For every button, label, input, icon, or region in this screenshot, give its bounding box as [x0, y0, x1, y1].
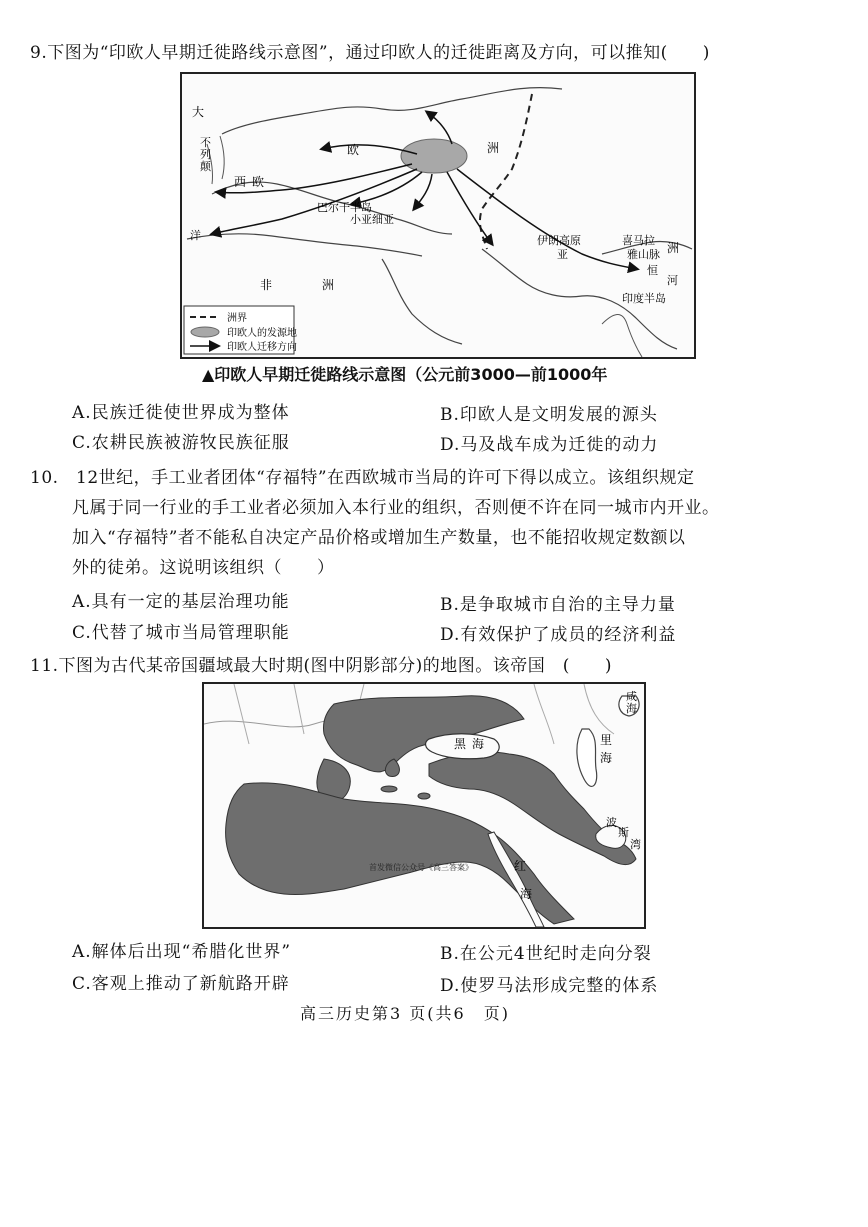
label-bulie-1: 不 — [200, 136, 211, 149]
label-iran-2: 亚 — [557, 248, 568, 261]
label-zhou-africa: 洲 — [322, 278, 335, 292]
label-bosi-1: 波 — [606, 816, 617, 829]
label-xi: 西 — [234, 175, 247, 189]
label-honghai-1: 红 — [514, 859, 527, 873]
label-zhou-east: 洲 — [667, 241, 680, 255]
label-bulie-2: 列 — [200, 148, 211, 161]
q10-option-d: D.有效保护了成员的经济利益 — [440, 625, 677, 645]
label-da: 大 — [192, 105, 205, 119]
label-lihai-1: 里 — [600, 733, 613, 747]
q10-option-c: C.代替了城市当局管理职能 — [72, 623, 290, 643]
q9-map-caption: ▲印欧人早期迁徙路线示意图（公元前3000—前1000年 — [202, 365, 608, 384]
q9-stem: 9.下图为“印欧人早期迁徙路线示意图”，通过印欧人的迁徙距离及方向，可以推知( ) — [30, 43, 710, 63]
legend-boundary: 洲界 — [227, 313, 247, 324]
label-ganges-1: 恒 — [647, 264, 658, 277]
q10-line-2: 凡属于同一行业的手工业者必须加入本行业的组织，否则便不许在同一城市内开业。 — [72, 498, 720, 518]
page-footer: 高三历史第3 页(共6 页) — [300, 1004, 510, 1023]
q10-option-b: B.是争取城市自治的主导力量 — [440, 595, 676, 615]
watermark-text: 首发微信公众号《高三答案》 — [369, 863, 473, 872]
label-bosi-2: 斯 — [618, 826, 629, 839]
label-ganges-2: 河 — [667, 274, 678, 287]
q11-option-d: D.使罗马法形成完整的体系 — [440, 976, 659, 996]
q11-option-b: B.在公元4世纪时走向分裂 — [440, 944, 652, 964]
q10-line-3: 加入“存福特”者不能私自决定产品价格或增加生产数量，也不能招收规定数额以 — [72, 528, 686, 548]
q9-option-c: C.农耕民族被游牧民族征服 — [72, 433, 290, 453]
label-balkan: 巴尔干半岛 — [317, 201, 372, 214]
q9-map — [180, 72, 696, 359]
label-himalaya-2: 雅山脉 — [627, 248, 660, 261]
q10-line-4: 外的徒弟。这说明该组织（ ） — [72, 558, 335, 578]
label-honghai-2: 海 — [520, 887, 533, 901]
q11-option-c: C.客观上推动了新航路开辟 — [72, 974, 290, 994]
label-iran-1: 伊朗高原 — [537, 234, 581, 247]
q11-map — [202, 682, 646, 929]
label-lihai-2: 海 — [600, 751, 613, 765]
q9-option-d: D.马及战车成为迁徙的动力 — [440, 435, 659, 455]
label-xianhai-2: 海 — [626, 702, 637, 715]
label-ou-west: 欧 — [252, 175, 265, 189]
label-zhou-central: 洲 — [487, 141, 500, 155]
label-bosi-3: 湾 — [630, 838, 641, 851]
label-asia-minor: 小亚细亚 — [350, 213, 394, 226]
label-bulie-3: 颠 — [200, 160, 211, 173]
empire-map-svg — [204, 684, 644, 927]
label-heihai-2: 海 — [472, 737, 485, 751]
q10-line-1: 10. 12世纪，手工业者团体“存福特”在西欧城市当局的许可下得以成立。该组织规定 — [30, 468, 695, 488]
migration-map-svg — [182, 74, 694, 357]
q11-option-a: A.解体后出现“希腊化世界” — [72, 942, 292, 962]
label-wei: 洋 — [190, 229, 201, 242]
label-himalaya-1: 喜马拉 — [622, 234, 655, 247]
label-heihai-1: 黑 — [454, 737, 467, 751]
q11-stem: 11.下图为古代某帝国疆域最大时期(图中阴影部分)的地图。该帝国 ( ) — [30, 656, 613, 676]
label-xianhai-1: 咸 — [626, 690, 637, 703]
label-fei: 非 — [260, 278, 273, 292]
legend-origin: 印欧人的发源地 — [227, 328, 297, 339]
label-ou-central: 欧 — [347, 143, 360, 157]
legend-migration: 印欧人迁移方向 — [227, 342, 297, 353]
q9-option-a: A.民族迁徙使世界成为整体 — [72, 403, 290, 423]
q9-option-b: B.印欧人是文明发展的源头 — [440, 405, 658, 425]
q10-option-a: A.具有一定的基层治理功能 — [72, 592, 290, 612]
label-india: 印度半岛 — [622, 292, 666, 305]
